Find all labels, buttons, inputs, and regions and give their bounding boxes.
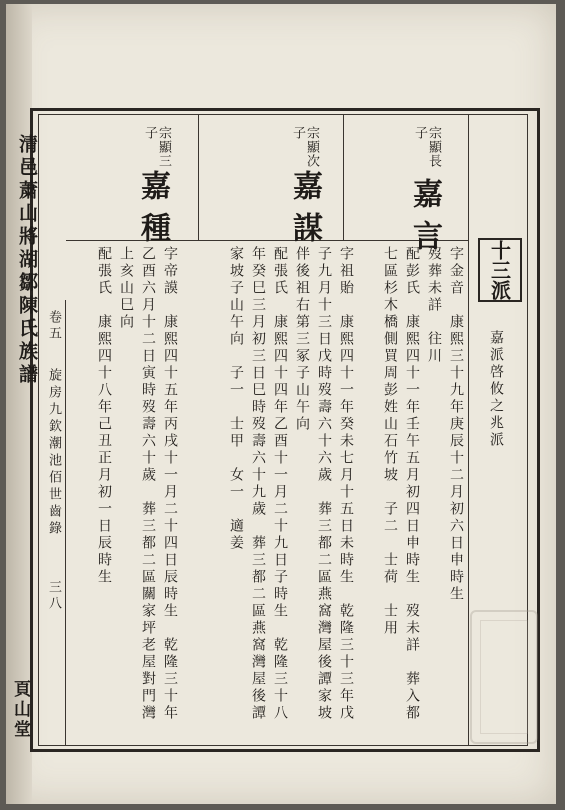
sidebar-bottom-mark: 頁山堂 [10, 680, 30, 740]
person-1-name: 嘉言 [407, 178, 442, 262]
person-2-line-5: 年癸巳三月初三日巳時歿壽六十九歲 葬三都二區燕窩灣屋後譚 [250, 246, 266, 722]
person-3-name: 嘉種 [135, 170, 170, 254]
generation-text: 十三派 [487, 240, 512, 300]
generation-divider [468, 114, 469, 746]
person-3-line-2: 乙酉六月十二日寅時歿壽六十歲 葬三都二區關家坪老屋對門灣 [140, 246, 156, 722]
book-title: 清邑䔥山將湖鄒陳氏族譜 [16, 134, 38, 387]
person-2-name: 嘉謀 [287, 170, 322, 254]
column-divider-1 [198, 114, 199, 240]
person-2-line-3: 伴後祖右第三冢子山午向 [294, 246, 310, 433]
person-3-relation: 宗顯三子 [142, 126, 171, 168]
person-3-line-3: 上亥山巳向 [118, 246, 134, 331]
person-1-line-2: 歿葬未詳 往川 [426, 246, 442, 365]
person-3-line-4: 配張氏 康熙四十八年己丑正月初一日辰時生 [96, 246, 112, 586]
person-1-line-1: 字金音 康熙三十九年庚辰十二月初六日申時生 [448, 246, 464, 603]
generation-label [478, 238, 522, 302]
person-2-line-6: 家坡子山午向 子一 士甲 女一 適姜 [228, 246, 244, 552]
lineage-note: 嘉派啓攸之兆派 [488, 330, 504, 449]
person-3-line-1: 字帝謨 康熙四十五年丙戌十一月二十四日辰時生 乾隆三十年 [162, 246, 178, 722]
person-2-relation: 宗顯次子 [290, 126, 319, 168]
margin-title-block [10, 120, 40, 740]
sidebar-volume: 卷五 [46, 310, 61, 342]
sidebar-page-number: 三八 [46, 580, 61, 612]
person-2-line-4: 配張氏 康熙四十四年乙酉十一月二十九日子時生 乾隆三十八 [272, 246, 288, 722]
seal-stamp [470, 610, 538, 744]
person-1-line-4: 七區杉木橋側買周彭姓山石竹坡 子二 士荷 士用 [382, 246, 398, 637]
person-2-line-2: 子九月十三日戊時歿壽六十六歲 葬三都二區燕窩灣屋後譚家坡 [316, 246, 332, 722]
person-1-relation: 宗顯長子 [412, 126, 441, 168]
person-2-line-1: 字祖貽 康熙四十一年癸未七月十五日未時生 乾隆三十三年戊 [338, 246, 354, 722]
person-1-line-3: 配彭氏 康熙四十一年壬午五月初四日申時生 歿未詳 葬入都 [404, 246, 420, 722]
sidebar-branch: 旋房九欽潮池佰世齒錄 [46, 368, 61, 538]
column-divider-2 [343, 114, 344, 240]
